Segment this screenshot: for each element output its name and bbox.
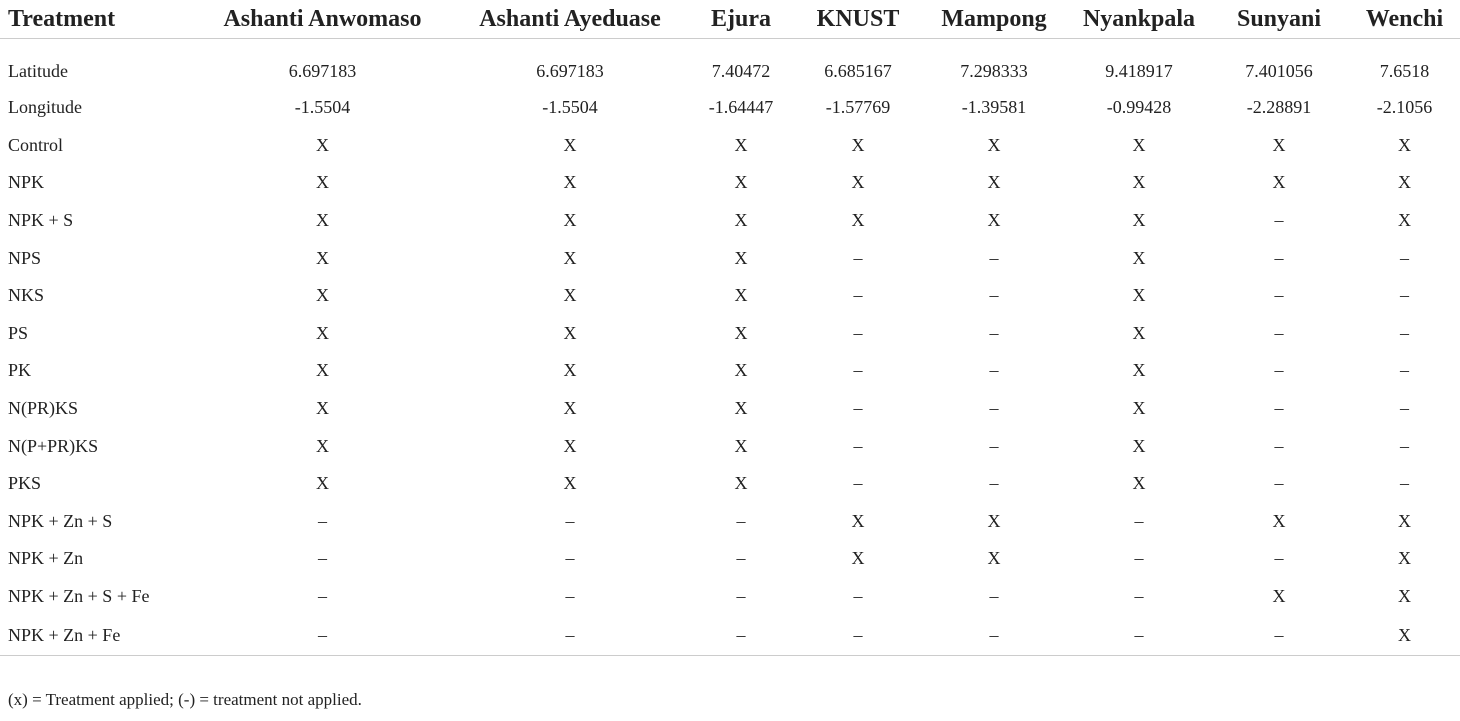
table-cell: – [318,586,327,607]
table-cell: – [1400,473,1409,494]
table-row [0,127,1460,165]
table-cell: 6.685167 [824,60,892,81]
table-cell: X [1272,510,1286,531]
table-cell: X [316,435,329,456]
column-header: Sunyani [1209,0,1349,39]
table-cell: – [853,360,863,381]
table-cell: X [563,285,577,306]
column-header: Nyankpala [1069,0,1209,39]
table-cell: – [989,586,999,607]
table-row [0,390,1460,428]
table-footnote: (x) = Treatment applied; (-) = treatment not applied. [8,690,362,709]
table-cell: – [565,548,575,569]
table-cell: X [563,360,577,381]
table-row [0,89,1460,127]
table-row [0,352,1460,390]
table-cell: – [853,435,863,456]
table-cell: X [1132,398,1146,419]
table-cell: X [851,548,865,569]
table-body [0,39,1460,656]
table-cell: 7.401056 [1245,60,1313,81]
table-cell: -1.64447 [708,97,774,118]
table-cell: X [987,134,1001,155]
table-cell: X [1132,285,1146,306]
table-cell: – [1274,285,1284,306]
table-cell: – [1274,548,1284,569]
table-cell: -1.39581 [961,97,1027,118]
table-cell: – [853,586,863,607]
table-cell: 7.6518 [1379,60,1430,81]
row-label-cell: NPK + Zn + Fe [0,615,190,656]
table-cell: X [987,548,1001,569]
table-cell: – [1400,435,1409,456]
row-label-cell: PKS [8,473,42,494]
row-label-cell: NPK + Zn + S [8,510,113,531]
table-cell: X [563,134,577,155]
table-cell: X [1398,548,1411,569]
table-cell: X [734,360,748,381]
table-cell: X [316,285,329,306]
table-cell: – [565,510,575,531]
table-cell: X [1132,134,1146,155]
table-cell: X [1398,210,1411,231]
table-cell: X [316,360,329,381]
table-cell: – [989,473,999,494]
row-label-cell: NPK + Zn + S + Fe [8,586,150,607]
table-cell: – [1274,473,1284,494]
table-cell: X [563,322,577,343]
table-cell: – [1274,210,1284,231]
column-header: Mampong [919,0,1069,39]
table-cell: X [1132,473,1146,494]
table-cell: 7.40472 [711,60,771,81]
table-cell: 6.697183 [536,60,604,81]
table-cell: – [989,360,999,381]
row-label-cell: PS [8,322,29,343]
row-label-cell: N(P+PR)KS [8,435,99,456]
table-row [0,202,1460,240]
table-cell: X [563,398,577,419]
table-cell: 7.298333 [960,60,1028,81]
table-cell: – [190,615,455,656]
column-header: KNUST [797,0,919,39]
table-cell: X [734,134,748,155]
row-label-cell: PK [8,360,32,381]
table-cell: – [736,510,746,531]
table-cell: -2.1056 [1376,97,1433,118]
table-cell: X [1132,247,1146,268]
table-row [0,465,1460,503]
row-label-cell: N(PR)KS [8,398,79,419]
table-cell: – [318,548,327,569]
table-cell: – [1274,360,1284,381]
table-cell: X [734,322,748,343]
table-row [0,615,1460,656]
table-cell: X [1398,172,1411,193]
table-cell: X [734,398,748,419]
table-cell: X [851,134,865,155]
table-cell: X [1398,586,1411,607]
table-cell: X [1132,210,1146,231]
table-cell: – [1274,435,1284,456]
table-cell: X [1272,134,1286,155]
table-cell: 9.418917 [1105,60,1173,81]
table-cell: – [919,615,1069,656]
table-cell: – [1400,322,1409,343]
table-cell: – [1400,398,1409,419]
table-cell: X [563,473,577,494]
table-cell: – [853,473,863,494]
table-cell: X [734,210,748,231]
row-label-cell: Control [8,134,64,155]
table-cell: – [797,615,919,656]
table-cell: X [851,172,865,193]
table-row [0,540,1460,578]
table-cell: – [853,247,863,268]
table-row [0,39,1460,90]
table-cell: X [987,210,1001,231]
table-cell: – [1134,548,1144,569]
row-label-cell: Longitude [8,97,82,118]
column-header: Treatment [0,0,190,39]
table-cell: X [1398,510,1411,531]
table-cell: X [1272,586,1286,607]
table-cell: – [989,247,999,268]
table-cell: X [563,172,577,193]
table-cell: – [989,398,999,419]
table-cell: X [734,247,748,268]
table-cell: X [987,172,1001,193]
table-cell: – [1274,398,1284,419]
table-row [0,164,1460,202]
row-label-cell: NPK + Zn [8,548,84,569]
table-cell: -1.5504 [294,97,351,118]
table-cell: X [316,398,329,419]
table-cell: – [989,285,999,306]
table-cell: X [1132,172,1146,193]
table-cell: X [1132,435,1146,456]
table-cell: – [736,586,746,607]
table-cell: – [1400,360,1409,381]
table-cell: X [1398,134,1411,155]
table-row [0,315,1460,353]
table-row [0,239,1460,277]
table-cell: – [989,322,999,343]
table-cell: – [318,510,327,531]
row-label-cell: NPK [8,172,45,193]
table-cell: – [853,285,863,306]
table-cell: 6.697183 [288,60,357,81]
table-cell: X [1349,615,1460,656]
table-cell: X [316,247,329,268]
table-cell: X [316,210,329,231]
table-cell: – [1134,510,1144,531]
table-cell: X [1132,322,1146,343]
table-cell: -2.28891 [1246,97,1312,118]
table-cell: -1.57769 [825,97,891,118]
table-cell: – [565,586,575,607]
table-cell: X [1272,172,1286,193]
column-header: Ejura [685,0,797,39]
table-cell: X [316,473,329,494]
table-cell: -1.5504 [542,97,598,118]
table-cell: X [563,435,577,456]
table-cell: – [685,615,797,656]
table-header-row [0,0,1460,39]
table-cell: – [1134,586,1144,607]
row-label-cell: NPK + S [8,210,74,231]
table-cell: – [1400,247,1409,268]
table-cell: X [734,435,748,456]
row-label-cell: NPS [8,247,42,268]
table-cell: – [989,435,999,456]
table-cell: – [1069,615,1209,656]
table-cell: – [853,322,863,343]
table-cell: X [563,247,577,268]
table-cell: X [734,172,748,193]
column-header: Ashanti Ayeduase [455,0,685,39]
column-header: Wenchi [1349,0,1460,39]
table-cell: X [851,210,865,231]
table-row [0,503,1460,541]
table-cell: X [987,510,1001,531]
table-cell: X [734,473,748,494]
table-cell: X [563,210,577,231]
table-row [0,427,1460,465]
table-cell: X [316,322,329,343]
table-cell: – [736,548,746,569]
row-label-cell: NKS [8,285,45,306]
table-cell: – [455,615,685,656]
table-cell: – [1274,322,1284,343]
table-cell: – [1400,285,1409,306]
table-row [0,578,1460,616]
table-cell: -0.99428 [1106,97,1172,118]
table-cell: – [1209,615,1349,656]
table-cell: – [1274,247,1284,268]
row-label-cell: Latitude [8,60,68,81]
table-cell: X [734,285,748,306]
column-header: Ashanti Anwomaso [190,0,455,39]
table-cell: X [316,134,329,155]
table-cell: X [851,510,865,531]
table-cell: X [1132,360,1146,381]
table-cell: X [316,172,329,193]
table-row [0,277,1460,315]
table-cell: – [853,398,863,419]
